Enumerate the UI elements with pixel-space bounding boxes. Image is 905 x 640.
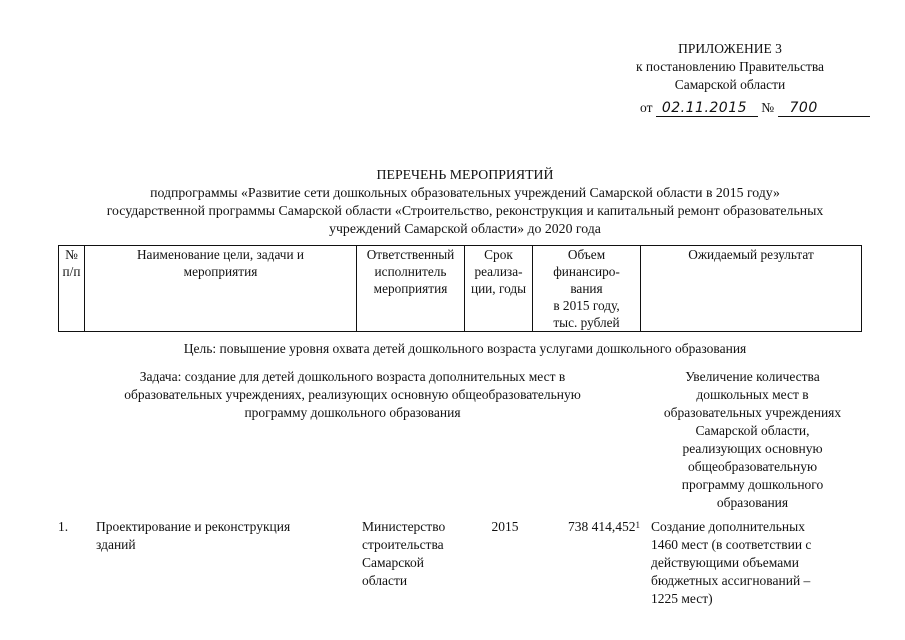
appendix-region: Самарской области <box>674 77 786 92</box>
title-line-3: государственной программы Самарской области «Строительство, реконструкция и капитальный ремонт образовательных <box>106 203 824 218</box>
header-num: № п/п <box>59 246 85 332</box>
header-name: Наименование цели, задачи и мероприятия <box>85 246 357 332</box>
decree-from-label: от <box>640 100 653 115</box>
title-line-2: подпрограммы «Развитие сети дошкольных образовательных учреждений Самарской области в 2015 году» <box>150 185 780 200</box>
row-1-executor: Министерство строительства Самарской области <box>362 519 446 588</box>
appendix-decree-ref: к постановлению Правительства <box>635 59 825 74</box>
appendix-title: ПРИЛОЖЕНИЕ 3 <box>678 41 782 56</box>
footnote-marker: 1 <box>635 520 640 530</box>
document-title <box>40 166 890 238</box>
goal-row: Цель: повышение уровня охвата детей дошкольного возраста услугами дошкольного образования <box>183 341 747 356</box>
row-1-amount: 738 414,452$^1$ <box>568 519 640 534</box>
header-funding: Объем финансиро- вания в 2015 году, тыс. рублей <box>533 246 641 332</box>
row-1-name: Проектирование и реконструкция зданий <box>96 519 291 552</box>
header-result: Ожидаемый результат <box>641 246 862 332</box>
header-term: Срок реализа- ции, годы <box>465 246 533 332</box>
decree-date-handwritten: 02.11.2015 <box>656 100 758 117</box>
measures-table-header <box>58 245 862 332</box>
task-expected-result: Увеличение количества дошкольных мест в образовательных учреждениях Самарской области, реализующих основную общеобразовательную программу дошкольного образования <box>663 369 842 510</box>
decree-number-handwritten: 700 <box>778 100 870 117</box>
row-1-term: 2015 <box>491 519 519 534</box>
decree-number-label: № <box>761 100 775 115</box>
task-text: Задача: создание для детей дошкольного возраста дополнительных мест в образовательных учреждениях, реализующих основную общеобразовательную программу дошкольного образования <box>124 369 581 420</box>
appendix-header <box>600 40 860 94</box>
title-line-1: ПЕРЕЧЕНЬ МЕРОПРИЯТИЙ <box>376 167 554 182</box>
row-1-result: Создание дополнительных 1460 мест (в соответствии с действующими объемами бюджетных ассигнований – 1225 мест) <box>651 519 812 606</box>
title-line-4: учреждений Самарской области» до 2020 года <box>329 221 601 236</box>
header-executor: Ответственный исполнитель мероприятия <box>357 246 465 332</box>
decree-line <box>640 100 865 117</box>
row-1-number: 1. <box>58 519 69 534</box>
